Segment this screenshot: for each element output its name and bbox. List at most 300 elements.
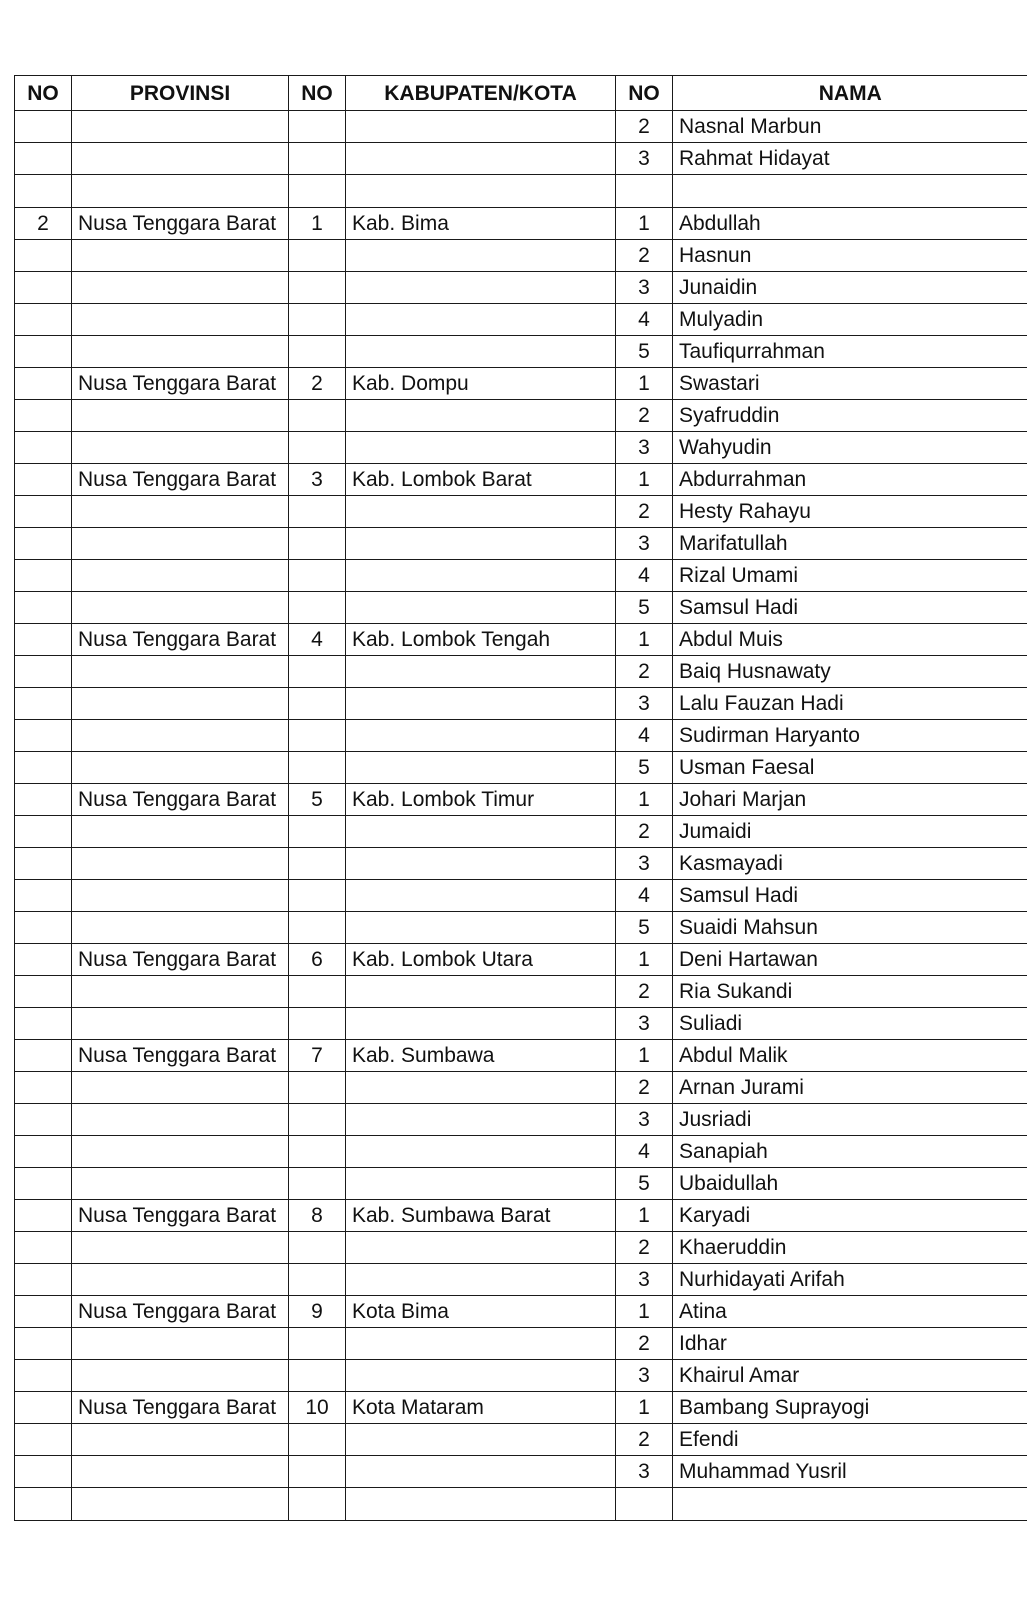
cell-kabupaten-kota <box>346 560 616 592</box>
cell-nama: Johari Marjan <box>673 784 1027 816</box>
cell-no <box>15 143 72 175</box>
table-row <box>15 175 1027 208</box>
cell-no-nama: 3 <box>616 1264 673 1296</box>
cell-no <box>15 880 72 912</box>
cell-nama: Mulyadin <box>673 304 1027 336</box>
cell-no-nama: 3 <box>616 848 673 880</box>
table-row <box>15 240 1027 272</box>
cell-nama: Samsul Hadi <box>673 592 1027 624</box>
cell-no-kabupaten <box>289 720 346 752</box>
cell-provinsi <box>72 848 289 880</box>
cell-no <box>15 1488 72 1521</box>
cell-no <box>15 816 72 848</box>
cell-provinsi <box>72 304 289 336</box>
cell-kabupaten-kota <box>346 816 616 848</box>
cell-no-nama: 2 <box>616 240 673 272</box>
cell-no-nama: 2 <box>616 496 673 528</box>
cell-nama: Nurhidayati Arifah <box>673 1264 1027 1296</box>
cell-no-kabupaten: 9 <box>289 1296 346 1328</box>
cell-no-kabupaten <box>289 1136 346 1168</box>
cell-kabupaten-kota <box>346 400 616 432</box>
cell-no <box>15 1040 72 1072</box>
cell-kabupaten-kota <box>346 720 616 752</box>
cell-nama: Rizal Umami <box>673 560 1027 592</box>
cell-no-nama: 4 <box>616 720 673 752</box>
cell-provinsi: Nusa Tenggara Barat <box>72 1200 289 1232</box>
cell-no <box>15 1424 72 1456</box>
cell-nama: Khairul Amar <box>673 1360 1027 1392</box>
cell-provinsi <box>72 976 289 1008</box>
table-row <box>15 304 1027 336</box>
table-row <box>15 1328 1027 1360</box>
cell-no-kabupaten <box>289 175 346 208</box>
cell-provinsi: Nusa Tenggara Barat <box>72 1040 289 1072</box>
cell-kabupaten-kota <box>346 848 616 880</box>
table-row <box>15 1200 1027 1232</box>
cell-nama: Abdul Malik <box>673 1040 1027 1072</box>
cell-no-nama <box>616 175 673 208</box>
cell-kabupaten-kota <box>346 1136 616 1168</box>
cell-no <box>15 1392 72 1424</box>
cell-no-kabupaten <box>289 304 346 336</box>
table-row <box>15 912 1027 944</box>
cell-kabupaten-kota: Kab. Dompu <box>346 368 616 400</box>
table-row <box>15 1488 1027 1521</box>
cell-kabupaten-kota <box>346 1072 616 1104</box>
header-no-nama: NO <box>616 76 673 111</box>
cell-no-nama: 1 <box>616 944 673 976</box>
cell-nama: Abdul Muis <box>673 624 1027 656</box>
cell-no-kabupaten: 1 <box>289 208 346 240</box>
cell-no <box>15 432 72 464</box>
table-row <box>15 592 1027 624</box>
cell-no-kabupaten <box>289 1488 346 1521</box>
cell-no <box>15 368 72 400</box>
cell-no-kabupaten: 8 <box>289 1200 346 1232</box>
cell-provinsi <box>72 912 289 944</box>
cell-no <box>15 656 72 688</box>
table-row <box>15 1008 1027 1040</box>
cell-no <box>15 944 72 976</box>
cell-no <box>15 175 72 208</box>
table-body <box>15 111 1027 1521</box>
cell-kabupaten-kota <box>346 1424 616 1456</box>
cell-provinsi <box>72 1072 289 1104</box>
cell-no-nama: 2 <box>616 1072 673 1104</box>
table-row <box>15 688 1027 720</box>
cell-nama: Samsul Hadi <box>673 880 1027 912</box>
cell-kabupaten-kota <box>346 432 616 464</box>
cell-no-kabupaten: 5 <box>289 784 346 816</box>
cell-kabupaten-kota: Kota Bima <box>346 1296 616 1328</box>
cell-nama <box>673 1488 1027 1521</box>
table-row <box>15 1168 1027 1200</box>
header-no: NO <box>15 76 72 111</box>
cell-kabupaten-kota <box>346 1456 616 1488</box>
cell-nama: Arnan Jurami <box>673 1072 1027 1104</box>
cell-nama: Hasnun <box>673 240 1027 272</box>
cell-no <box>15 688 72 720</box>
cell-no-nama: 4 <box>616 304 673 336</box>
cell-no <box>15 1456 72 1488</box>
table-row <box>15 880 1027 912</box>
cell-no <box>15 624 72 656</box>
cell-no-nama: 5 <box>616 752 673 784</box>
cell-nama: Marifatullah <box>673 528 1027 560</box>
table-row <box>15 1296 1027 1328</box>
table-row <box>15 208 1027 240</box>
cell-kabupaten-kota <box>346 496 616 528</box>
cell-nama: Rahmat Hidayat <box>673 143 1027 175</box>
cell-nama: Hesty Rahayu <box>673 496 1027 528</box>
document-sheet <box>14 75 1027 1521</box>
participant-table <box>14 75 1027 1521</box>
cell-nama: Baiq Husnawaty <box>673 656 1027 688</box>
cell-no-nama: 3 <box>616 1008 673 1040</box>
cell-nama: Jumaidi <box>673 816 1027 848</box>
cell-kabupaten-kota <box>346 272 616 304</box>
cell-no-nama: 3 <box>616 688 673 720</box>
cell-provinsi: Nusa Tenggara Barat <box>72 208 289 240</box>
cell-provinsi <box>72 528 289 560</box>
cell-no <box>15 912 72 944</box>
cell-nama <box>673 175 1027 208</box>
cell-no <box>15 496 72 528</box>
cell-kabupaten-kota <box>346 1328 616 1360</box>
cell-no-kabupaten <box>289 1104 346 1136</box>
cell-no-nama: 1 <box>616 1040 673 1072</box>
cell-provinsi <box>72 1360 289 1392</box>
cell-no-nama: 1 <box>616 1392 673 1424</box>
cell-no-nama: 2 <box>616 1328 673 1360</box>
cell-provinsi <box>72 1232 289 1264</box>
cell-no-nama: 2 <box>616 400 673 432</box>
cell-provinsi <box>72 560 289 592</box>
cell-kabupaten-kota <box>346 175 616 208</box>
cell-provinsi <box>72 336 289 368</box>
cell-no-kabupaten <box>289 432 346 464</box>
cell-kabupaten-kota <box>346 528 616 560</box>
cell-nama: Suliadi <box>673 1008 1027 1040</box>
cell-no-kabupaten: 7 <box>289 1040 346 1072</box>
cell-provinsi <box>72 816 289 848</box>
cell-provinsi <box>72 143 289 175</box>
table-row <box>15 111 1027 143</box>
cell-no-nama: 3 <box>616 1104 673 1136</box>
cell-provinsi <box>72 496 289 528</box>
cell-kabupaten-kota: Kab. Sumbawa Barat <box>346 1200 616 1232</box>
cell-provinsi <box>72 688 289 720</box>
cell-nama: Idhar <box>673 1328 1027 1360</box>
cell-no-kabupaten <box>289 528 346 560</box>
cell-no-kabupaten: 6 <box>289 944 346 976</box>
cell-no-kabupaten <box>289 111 346 143</box>
table-row <box>15 528 1027 560</box>
cell-provinsi <box>72 1136 289 1168</box>
cell-nama: Suaidi Mahsun <box>673 912 1027 944</box>
cell-no <box>15 976 72 1008</box>
cell-no-nama: 3 <box>616 143 673 175</box>
cell-no-kabupaten <box>289 1360 346 1392</box>
cell-nama: Khaeruddin <box>673 1232 1027 1264</box>
table-row <box>15 464 1027 496</box>
cell-no-nama <box>616 1488 673 1521</box>
table-row <box>15 944 1027 976</box>
cell-no-nama: 3 <box>616 272 673 304</box>
cell-no-kabupaten: 4 <box>289 624 346 656</box>
cell-nama: Ria Sukandi <box>673 976 1027 1008</box>
cell-kabupaten-kota: Kota Mataram <box>346 1392 616 1424</box>
cell-provinsi: Nusa Tenggara Barat <box>72 1296 289 1328</box>
table-row <box>15 656 1027 688</box>
cell-no-nama: 4 <box>616 560 673 592</box>
table-row <box>15 784 1027 816</box>
header-provinsi: PROVINSI <box>72 76 289 111</box>
cell-no-nama: 2 <box>616 976 673 1008</box>
cell-kabupaten-kota <box>346 1264 616 1296</box>
table-row <box>15 1264 1027 1296</box>
cell-no-nama: 3 <box>616 1456 673 1488</box>
cell-provinsi <box>72 175 289 208</box>
cell-no <box>15 1232 72 1264</box>
cell-no-nama: 2 <box>616 656 673 688</box>
cell-kabupaten-kota <box>346 1232 616 1264</box>
cell-no-nama: 1 <box>616 624 673 656</box>
cell-kabupaten-kota <box>346 912 616 944</box>
cell-nama: Lalu Fauzan Hadi <box>673 688 1027 720</box>
header-kabupaten-kota: KABUPATEN/KOTA <box>346 76 616 111</box>
cell-no-kabupaten <box>289 688 346 720</box>
cell-no-nama: 1 <box>616 784 673 816</box>
cell-nama: Wahyudin <box>673 432 1027 464</box>
header-nama: NAMA <box>673 76 1027 111</box>
cell-no-kabupaten <box>289 143 346 175</box>
cell-no-kabupaten <box>289 976 346 1008</box>
cell-no-nama: 5 <box>616 1168 673 1200</box>
cell-nama: Abdullah <box>673 208 1027 240</box>
header-no-kabupaten: NO <box>289 76 346 111</box>
table-row <box>15 1232 1027 1264</box>
cell-no <box>15 464 72 496</box>
cell-no <box>15 1136 72 1168</box>
table-row <box>15 1072 1027 1104</box>
cell-provinsi: Nusa Tenggara Barat <box>72 624 289 656</box>
cell-nama: Efendi <box>673 1424 1027 1456</box>
cell-no <box>15 784 72 816</box>
cell-kabupaten-kota <box>346 1488 616 1521</box>
cell-no <box>15 111 72 143</box>
cell-no: 2 <box>15 208 72 240</box>
cell-nama: Ubaidullah <box>673 1168 1027 1200</box>
table-row <box>15 432 1027 464</box>
cell-kabupaten-kota <box>346 143 616 175</box>
cell-no <box>15 1072 72 1104</box>
cell-no-kabupaten <box>289 880 346 912</box>
cell-no-nama: 5 <box>616 912 673 944</box>
cell-nama: Kasmayadi <box>673 848 1027 880</box>
cell-no <box>15 1328 72 1360</box>
cell-no-kabupaten <box>289 816 346 848</box>
table-row <box>15 848 1027 880</box>
cell-no-kabupaten <box>289 1168 346 1200</box>
cell-no <box>15 1200 72 1232</box>
cell-no-nama: 1 <box>616 208 673 240</box>
cell-no-nama: 2 <box>616 111 673 143</box>
table-row <box>15 976 1027 1008</box>
cell-no-nama: 1 <box>616 1200 673 1232</box>
cell-provinsi <box>72 240 289 272</box>
cell-provinsi <box>72 592 289 624</box>
table-row <box>15 496 1027 528</box>
cell-no <box>15 400 72 432</box>
cell-provinsi <box>72 1488 289 1521</box>
table-row <box>15 143 1027 175</box>
cell-no <box>15 720 72 752</box>
cell-provinsi <box>72 432 289 464</box>
cell-kabupaten-kota <box>346 592 616 624</box>
cell-no <box>15 1296 72 1328</box>
cell-provinsi <box>72 1456 289 1488</box>
cell-provinsi <box>72 752 289 784</box>
cell-nama: Syafruddin <box>673 400 1027 432</box>
cell-kabupaten-kota <box>346 240 616 272</box>
cell-provinsi: Nusa Tenggara Barat <box>72 1392 289 1424</box>
cell-no-kabupaten <box>289 752 346 784</box>
cell-provinsi <box>72 272 289 304</box>
cell-kabupaten-kota: Kab. Lombok Tengah <box>346 624 616 656</box>
cell-nama: Swastari <box>673 368 1027 400</box>
cell-no-nama: 1 <box>616 368 673 400</box>
cell-no-kabupaten: 3 <box>289 464 346 496</box>
cell-provinsi: Nusa Tenggara Barat <box>72 944 289 976</box>
cell-kabupaten-kota <box>346 111 616 143</box>
cell-nama: Muhammad Yusril <box>673 1456 1027 1488</box>
cell-nama: Abdurrahman <box>673 464 1027 496</box>
table-row <box>15 400 1027 432</box>
cell-kabupaten-kota <box>346 752 616 784</box>
cell-provinsi <box>72 400 289 432</box>
cell-no-nama: 1 <box>616 1296 673 1328</box>
table-row <box>15 1456 1027 1488</box>
cell-no-nama: 3 <box>616 1360 673 1392</box>
cell-no <box>15 1264 72 1296</box>
cell-kabupaten-kota <box>346 976 616 1008</box>
cell-provinsi <box>72 1104 289 1136</box>
cell-provinsi <box>72 1424 289 1456</box>
cell-no-kabupaten: 10 <box>289 1392 346 1424</box>
cell-no <box>15 1360 72 1392</box>
cell-kabupaten-kota <box>346 1168 616 1200</box>
cell-no <box>15 1008 72 1040</box>
cell-kabupaten-kota <box>346 1008 616 1040</box>
cell-nama: Junaidin <box>673 272 1027 304</box>
cell-no-kabupaten <box>289 912 346 944</box>
cell-no <box>15 336 72 368</box>
cell-nama: Sanapiah <box>673 1136 1027 1168</box>
cell-nama: Usman Faesal <box>673 752 1027 784</box>
cell-no-kabupaten <box>289 1456 346 1488</box>
cell-nama: Sudirman Haryanto <box>673 720 1027 752</box>
cell-no-kabupaten <box>289 592 346 624</box>
cell-no-kabupaten <box>289 400 346 432</box>
cell-no-kabupaten <box>289 1424 346 1456</box>
cell-nama: Deni Hartawan <box>673 944 1027 976</box>
cell-no <box>15 1104 72 1136</box>
cell-kabupaten-kota: Kab. Lombok Utara <box>346 944 616 976</box>
cell-no-nama: 2 <box>616 816 673 848</box>
table-row <box>15 1424 1027 1456</box>
cell-no-nama: 5 <box>616 592 673 624</box>
cell-provinsi <box>72 720 289 752</box>
table-row <box>15 272 1027 304</box>
cell-no-kabupaten <box>289 1232 346 1264</box>
table-row <box>15 720 1027 752</box>
cell-no-nama: 5 <box>616 336 673 368</box>
table-row <box>15 1392 1027 1424</box>
cell-no-nama: 1 <box>616 464 673 496</box>
cell-no <box>15 560 72 592</box>
cell-kabupaten-kota: Kab. Lombok Timur <box>346 784 616 816</box>
cell-no-kabupaten <box>289 1328 346 1360</box>
cell-provinsi <box>72 1168 289 1200</box>
cell-no-nama: 2 <box>616 1424 673 1456</box>
cell-no-nama: 4 <box>616 1136 673 1168</box>
cell-no-kabupaten <box>289 656 346 688</box>
cell-no-kabupaten <box>289 848 346 880</box>
table-row <box>15 560 1027 592</box>
cell-no <box>15 304 72 336</box>
cell-no-nama: 2 <box>616 1232 673 1264</box>
cell-provinsi: Nusa Tenggara Barat <box>72 368 289 400</box>
cell-nama: Atina <box>673 1296 1027 1328</box>
cell-no-nama: 4 <box>616 880 673 912</box>
cell-nama: Nasnal Marbun <box>673 111 1027 143</box>
table-row <box>15 1360 1027 1392</box>
table-header-row <box>15 76 1027 111</box>
cell-kabupaten-kota: Kab. Sumbawa <box>346 1040 616 1072</box>
cell-no <box>15 528 72 560</box>
cell-provinsi <box>72 1328 289 1360</box>
cell-kabupaten-kota <box>346 304 616 336</box>
cell-nama: Taufiqurrahman <box>673 336 1027 368</box>
cell-no-kabupaten <box>289 272 346 304</box>
cell-kabupaten-kota: Kab. Lombok Barat <box>346 464 616 496</box>
table-row <box>15 1040 1027 1072</box>
cell-nama: Karyadi <box>673 1200 1027 1232</box>
cell-provinsi <box>72 656 289 688</box>
cell-kabupaten-kota <box>346 1360 616 1392</box>
cell-kabupaten-kota <box>346 656 616 688</box>
cell-provinsi <box>72 880 289 912</box>
cell-kabupaten-kota: Kab. Bima <box>346 208 616 240</box>
cell-kabupaten-kota <box>346 880 616 912</box>
table-row <box>15 1136 1027 1168</box>
cell-no-kabupaten <box>289 496 346 528</box>
cell-no-kabupaten <box>289 1264 346 1296</box>
cell-provinsi <box>72 111 289 143</box>
cell-kabupaten-kota <box>346 688 616 720</box>
cell-provinsi: Nusa Tenggara Barat <box>72 784 289 816</box>
cell-no <box>15 752 72 784</box>
cell-no <box>15 848 72 880</box>
cell-provinsi <box>72 1264 289 1296</box>
cell-kabupaten-kota <box>346 336 616 368</box>
cell-nama: Bambang Suprayogi <box>673 1392 1027 1424</box>
cell-no-kabupaten <box>289 1072 346 1104</box>
cell-provinsi <box>72 1008 289 1040</box>
cell-no <box>15 240 72 272</box>
table-row <box>15 816 1027 848</box>
